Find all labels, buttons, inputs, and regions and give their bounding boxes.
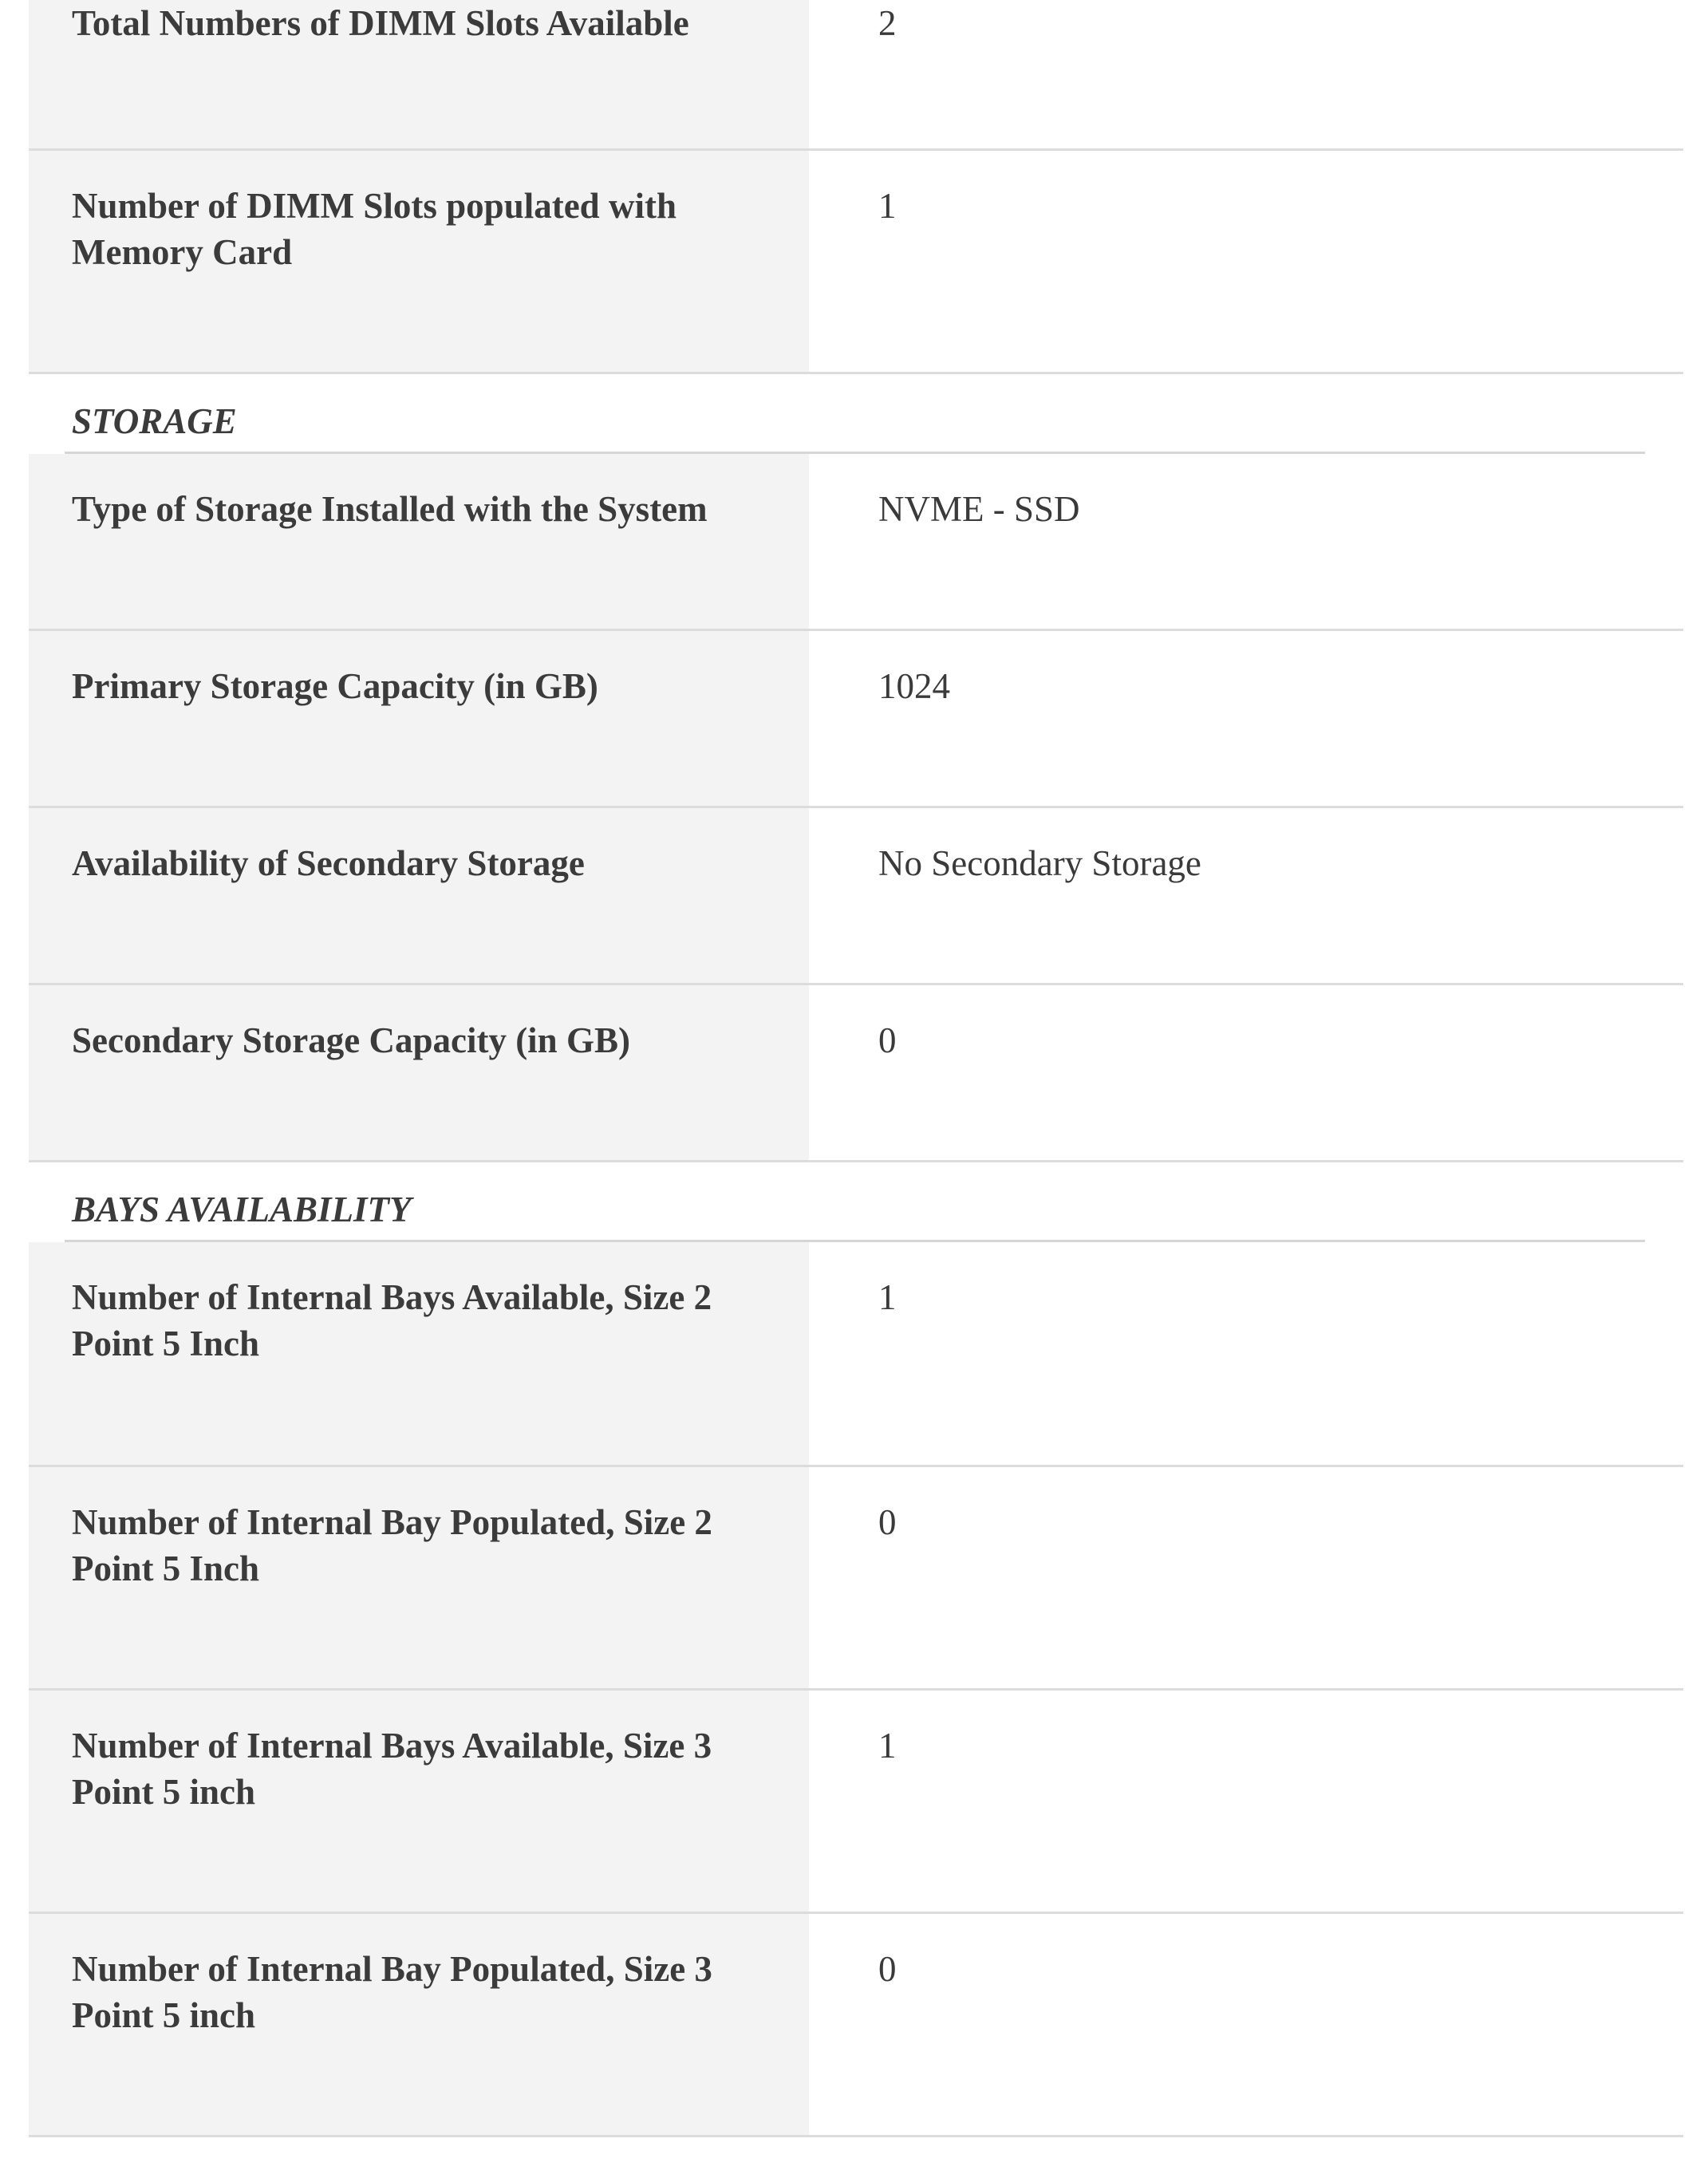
row-value: 1024 [878, 666, 950, 706]
row-value: 1 [878, 186, 897, 226]
row-value: 0 [878, 1020, 897, 1060]
row-value: 1 [878, 1277, 897, 1317]
section-title: STORAGE [72, 401, 237, 441]
row-value: 2 [878, 3, 897, 43]
spec-table [29, 0, 1683, 2137]
row-label: Secondary Storage Capacity (in GB) [29, 985, 809, 1160]
table-row [29, 808, 1683, 985]
row-value: 1 [878, 1726, 897, 1766]
row-label: Availability of Secondary Storage [29, 808, 809, 983]
row-label: Number of DIMM Slots populated with Memory Card [29, 151, 809, 372]
section-divider [65, 1240, 1645, 1242]
table-row [29, 631, 1683, 808]
section-header-storage [29, 374, 1683, 454]
row-label: Number of Internal Bay Populated, Size 3 Point 5 inch [29, 1914, 809, 2135]
row-value: 0 [878, 1502, 897, 1542]
table-row [29, 985, 1683, 1162]
section-divider [65, 452, 1645, 454]
row-label: Number of Internal Bays Available, Size 2 Point 5 Inch [29, 1242, 809, 1465]
row-label: Primary Storage Capacity (in GB) [29, 631, 809, 806]
table-row [29, 454, 1683, 631]
section-header-bays-availability [29, 1162, 1683, 1242]
row-value: 0 [878, 1949, 897, 1989]
table-row [29, 1242, 1683, 1467]
section-title: BAYS AVAILABILITY [72, 1190, 412, 1229]
row-value: NVME - SSD [878, 489, 1080, 529]
table-row [29, 1691, 1683, 1914]
row-value: No Secondary Storage [878, 843, 1201, 883]
row-label: Number of Internal Bay Populated, Size 2 Point 5 Inch [29, 1467, 809, 1688]
row-label: Type of Storage Installed with the System [29, 454, 809, 629]
row-label: Number of Internal Bays Available, Size 3 Point 5 inch [29, 1691, 809, 1912]
table-row [29, 0, 1683, 151]
table-row [29, 1914, 1683, 2137]
table-row [29, 1467, 1683, 1691]
table-row [29, 151, 1683, 374]
row-label: Total Numbers of DIMM Slots Available [29, 0, 809, 148]
